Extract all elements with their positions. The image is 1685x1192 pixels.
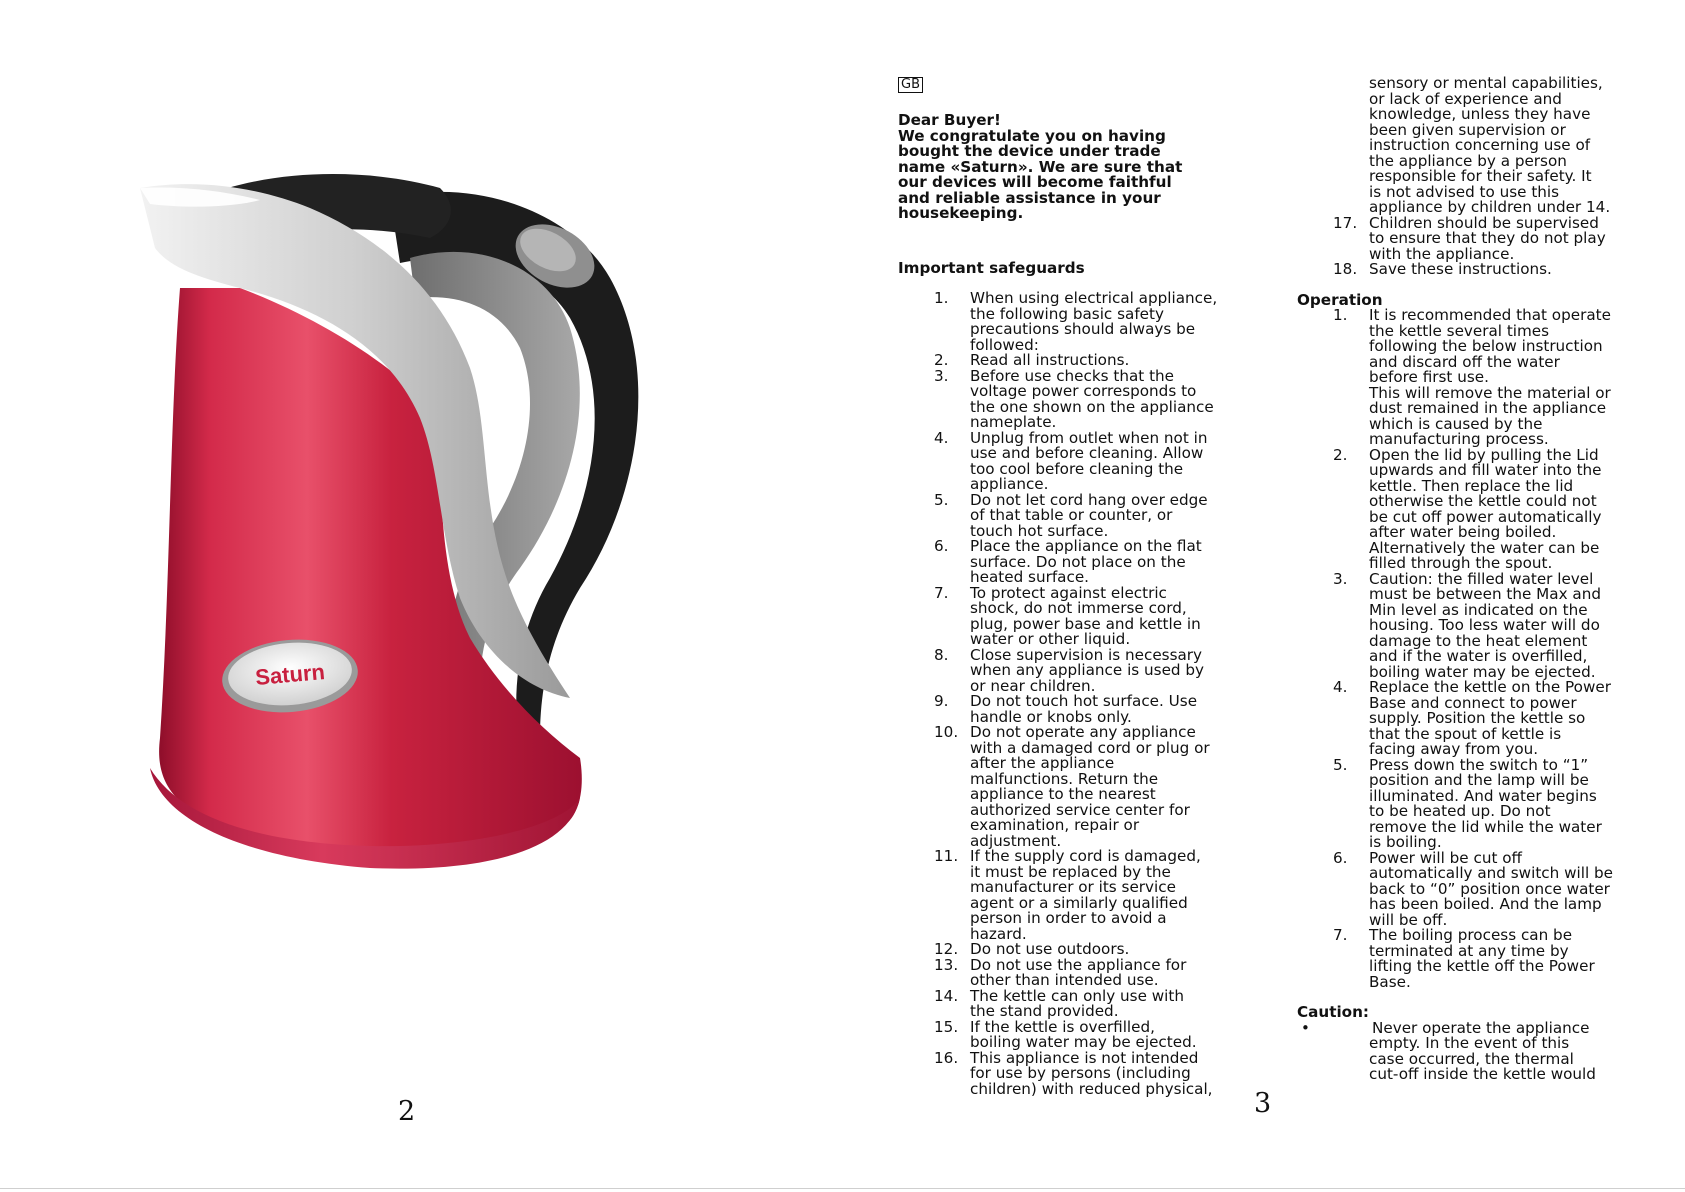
safeguard-item-line: the following basic safety bbox=[970, 304, 1164, 323]
safeguard-item-line: authorized service center for bbox=[970, 800, 1190, 819]
safeguard-item-line: Unplug from outlet when not in bbox=[970, 428, 1208, 447]
safeguard-item-line: children) with reduced physical, bbox=[970, 1079, 1213, 1098]
safeguard-item-line: shock, do not immerse cord, bbox=[970, 599, 1187, 617]
safeguard-item-line: the stand provided. bbox=[970, 1002, 1119, 1020]
safeguard-item-line: followed: bbox=[970, 335, 1039, 354]
safeguard-item-line: after the appliance bbox=[970, 754, 1115, 772]
operation-item-line: illuminated. And water begins bbox=[1369, 786, 1597, 805]
kettle-product-image bbox=[140, 168, 640, 878]
operation-item-line: has been boiled. And the lamp bbox=[1369, 895, 1602, 913]
operation-item-line: upwards and fill water into the bbox=[1369, 461, 1602, 479]
intro-line: We congratulate you on having bbox=[898, 126, 1166, 145]
operation-item-line: boiling water may be ejected. bbox=[1369, 662, 1596, 681]
operation-item-line: Min level as indicated on the bbox=[1369, 600, 1588, 619]
safeguard-item-line: surface. Do not place on the bbox=[970, 552, 1186, 571]
safeguard-item-number: 4. bbox=[934, 428, 949, 447]
operation-item-line: Alternatively the water can be bbox=[1369, 538, 1600, 557]
safeguard-item-line: malfunctions. Return the bbox=[970, 769, 1159, 788]
safeguard-item-line: Do not touch hot surface. Use bbox=[970, 692, 1198, 710]
safeguard-item-number: 9. bbox=[934, 692, 949, 710]
safeguard-item-line: appliance. bbox=[970, 475, 1049, 493]
safeguard-item-number: 12. bbox=[934, 940, 959, 958]
safeguard-item-line: Do not let cord hang over edge bbox=[970, 490, 1208, 509]
safeguard-item bbox=[898, 428, 1238, 493]
safeguard-item bbox=[898, 955, 1238, 989]
safeguard-item-line: with the appliance. bbox=[1369, 244, 1515, 263]
operation-item-number: 5. bbox=[1333, 755, 1348, 774]
safeguard-16-continued bbox=[1297, 76, 1632, 216]
safeguard-item bbox=[898, 694, 1238, 725]
operation-column bbox=[1297, 76, 1632, 1083]
operation-item bbox=[1297, 755, 1632, 851]
page-number-left: 2 bbox=[398, 1096, 416, 1127]
intro-line: Dear Buyer! bbox=[898, 111, 1001, 129]
bullet-icon: • bbox=[1301, 1018, 1310, 1037]
safeguard-item-number: 13. bbox=[934, 955, 959, 974]
operation-item-number: 7. bbox=[1333, 926, 1348, 944]
safeguard-item-number: 10. bbox=[934, 723, 959, 741]
operation-item-line: Open the lid by pulling the Lid bbox=[1369, 445, 1599, 464]
operation-item-line: This will remove the material or bbox=[1369, 383, 1611, 402]
caution-line: empty. In the event of this bbox=[1369, 1034, 1570, 1052]
operation-item-line: It is recommended that operate bbox=[1369, 306, 1611, 324]
operation-item-number: 1. bbox=[1333, 306, 1348, 324]
safeguard-item-line: hazard. bbox=[970, 924, 1027, 943]
safeguard-item bbox=[898, 490, 1238, 540]
safeguard-item bbox=[1297, 213, 1632, 263]
operation-item-line: back to “0” position once water bbox=[1369, 879, 1610, 898]
operation-item-line: to be heated up. Do not bbox=[1369, 802, 1551, 820]
operation-item-line: Base. bbox=[1369, 972, 1411, 991]
safeguard-item bbox=[898, 539, 1238, 586]
intro-text bbox=[898, 113, 1228, 222]
safeguard-item-line: Place the appliance on the flat bbox=[970, 537, 1202, 555]
safeguard-item bbox=[898, 583, 1238, 648]
operation-item bbox=[1297, 445, 1632, 572]
safeguard-item-line: Before use checks that the bbox=[970, 366, 1174, 385]
operation-item-line: kettle. Then replace the lid bbox=[1369, 476, 1574, 495]
safeguard-item-line: This appliance is not intended bbox=[970, 1048, 1199, 1067]
operation-item-line: be cut off power automatically bbox=[1369, 507, 1602, 526]
safeguard-item-line: of that table or counter, or bbox=[970, 506, 1173, 524]
safeguard-item bbox=[898, 1048, 1238, 1098]
safeguard-item-line: instruction concerning use of bbox=[1369, 136, 1591, 154]
operation-item-line: remove the lid while the water bbox=[1369, 817, 1602, 836]
operation-item-line: manufacturing process. bbox=[1369, 430, 1549, 448]
operation-item-line: position and the lamp will be bbox=[1369, 771, 1589, 789]
operation-item-number: 4. bbox=[1333, 678, 1348, 696]
operation-item-line: Caution: the filled water level bbox=[1369, 569, 1594, 588]
intro-line: and reliable assistance in your bbox=[898, 188, 1161, 207]
safeguard-item-line: or lack of experience and bbox=[1369, 89, 1562, 108]
operation-item-line: damage to the heat element bbox=[1369, 631, 1588, 650]
safeguard-item bbox=[898, 986, 1238, 1020]
safeguard-item-line: manufacturer or its service bbox=[970, 878, 1176, 896]
operation-item-line: supply. Position the kettle so bbox=[1369, 709, 1586, 727]
safeguard-item-line: appliance to the nearest bbox=[970, 785, 1156, 803]
safeguard-item-line: use and before cleaning. Allow bbox=[970, 444, 1204, 462]
safeguard-item-line: agent or a similarly qualified bbox=[970, 893, 1188, 912]
safeguards-heading: Important safeguards bbox=[898, 258, 1085, 277]
safeguard-item-number: 3. bbox=[934, 366, 949, 385]
safeguard-item-number: 1. bbox=[934, 289, 949, 307]
safeguard-item-line: too cool before cleaning the bbox=[970, 459, 1184, 478]
safeguard-item-line: If the supply cord is damaged, bbox=[970, 847, 1201, 865]
safeguard-item-number: 15. bbox=[934, 1017, 959, 1036]
safeguard-item-line: responsible for their safety. It bbox=[1369, 167, 1592, 185]
operation-item-line: after water being boiled. bbox=[1369, 523, 1557, 541]
safeguard-item-line: examination, repair or bbox=[970, 816, 1140, 834]
caution-heading: Caution: bbox=[1297, 1003, 1369, 1021]
operation-item-line: and discard off the water bbox=[1369, 352, 1560, 371]
safeguard-item-line: for use by persons (including bbox=[970, 1064, 1191, 1082]
operation-item-line: following the below instruction bbox=[1369, 337, 1603, 355]
caution-line: cut-off inside the kettle would bbox=[1369, 1065, 1596, 1083]
operation-item-line: The boiling process can be bbox=[1369, 926, 1573, 944]
operation-item-line: filled through the spout. bbox=[1369, 554, 1553, 572]
intro-line: name «Saturn». We are sure that bbox=[898, 157, 1183, 176]
safeguard-item-line: Children should be supervised bbox=[1369, 213, 1599, 232]
safeguard-item-line: Do not use outdoors. bbox=[970, 940, 1130, 958]
operation-item-line: Press down the switch to “1” bbox=[1369, 755, 1589, 774]
safeguard-item-number: 16. bbox=[934, 1048, 959, 1067]
safeguard-item-number: 2. bbox=[934, 351, 949, 369]
operation-item-line: is boiling. bbox=[1369, 833, 1442, 851]
operation-item bbox=[1297, 848, 1632, 929]
safeguard-item bbox=[898, 725, 1238, 849]
safeguard-item-line: to ensure that they do not play bbox=[1369, 229, 1606, 247]
operation-item-line: the kettle several times bbox=[1369, 321, 1550, 340]
safeguard-item-line: heated surface. bbox=[970, 568, 1090, 586]
safeguard-item-line: Close supervision is necessary bbox=[970, 645, 1203, 664]
safeguard-item-number: 7. bbox=[934, 583, 949, 602]
safeguards-list-continued bbox=[1297, 213, 1632, 278]
safeguard-item-line: If the kettle is overfilled, bbox=[970, 1017, 1155, 1036]
safeguard-item-line: water or other liquid. bbox=[970, 630, 1131, 648]
safeguard-item bbox=[898, 645, 1238, 695]
safeguard-item-line: is not advised to use this bbox=[1369, 182, 1560, 201]
safeguard-item-number: 18. bbox=[1333, 260, 1358, 278]
safeguard-item-line: it must be replaced by the bbox=[970, 862, 1171, 881]
operation-item-line: Power will be cut off bbox=[1369, 848, 1522, 867]
intro-line: our devices will become faithful bbox=[898, 173, 1172, 191]
safeguard-item-line: other than intended use. bbox=[970, 971, 1159, 989]
safeguard-item-line: plug, power base and kettle in bbox=[970, 614, 1201, 633]
safeguard-item-line: handle or knobs only. bbox=[970, 707, 1132, 726]
safeguard-item-line: To protect against electric bbox=[970, 583, 1167, 602]
intro-line: bought the device under trade bbox=[898, 142, 1161, 160]
safeguard-item-line: knowledge, unless they have bbox=[1369, 105, 1591, 123]
safeguard-item-number: 8. bbox=[934, 645, 949, 664]
caution-line: case occurred, the thermal bbox=[1369, 1049, 1574, 1068]
safeguard-item-line: touch hot surface. bbox=[970, 521, 1109, 540]
safeguard-item-line: nameplate. bbox=[970, 413, 1057, 431]
safeguard-item-number: 5. bbox=[934, 490, 949, 509]
safeguard-item-line: or near children. bbox=[970, 676, 1096, 695]
operation-item-line: before first use. bbox=[1369, 368, 1489, 386]
safeguard-item-number: 17. bbox=[1333, 213, 1358, 232]
operation-item-line: and if the water is overfilled, bbox=[1369, 647, 1588, 665]
operation-item-line: Base and connect to power bbox=[1369, 693, 1577, 712]
operation-item-line: housing. Too less water will do bbox=[1369, 616, 1600, 634]
safeguard-item-line: with a damaged cord or plug or bbox=[970, 738, 1210, 757]
safeguard-item-number: 14. bbox=[934, 986, 959, 1005]
operation-item bbox=[1297, 680, 1632, 758]
safeguard-item-number: 11. bbox=[934, 847, 959, 865]
operation-item bbox=[1297, 308, 1632, 448]
operation-item-line: automatically and switch will be bbox=[1369, 864, 1613, 882]
operation-item bbox=[1297, 569, 1632, 681]
operation-item-number: 6. bbox=[1333, 848, 1348, 867]
safeguard-item-line: been given supervision or bbox=[1369, 120, 1566, 139]
operation-heading: Operation bbox=[1297, 290, 1383, 309]
operation-item-line: dust remained in the appliance bbox=[1369, 399, 1607, 417]
page-number-right: 3 bbox=[1254, 1088, 1272, 1119]
caution-line: Never operate the appliance bbox=[1372, 1018, 1590, 1037]
safeguard-item-line: Do not operate any appliance bbox=[970, 723, 1196, 741]
brand-logo: Saturn bbox=[254, 659, 326, 690]
safeguard-item-line: The kettle can only use with bbox=[970, 986, 1184, 1005]
safeguard-item-line: When using electrical appliance, bbox=[970, 289, 1218, 307]
safeguard-item bbox=[898, 1017, 1238, 1051]
safeguard-item-line: sensory or mental capabilities, bbox=[1369, 74, 1603, 92]
safeguard-item bbox=[898, 849, 1238, 942]
safeguard-item-line: voltage power corresponds to bbox=[970, 382, 1197, 400]
intro-line: housekeeping. bbox=[898, 204, 1024, 222]
safeguard-item-line: appliance by children under 14. bbox=[1369, 198, 1611, 216]
safeguard-item-line: Save these instructions. bbox=[1369, 260, 1552, 278]
operation-item-line: must be between the Max and bbox=[1369, 585, 1601, 603]
bottom-divider bbox=[0, 1188, 1685, 1189]
safeguard-item-line: person in order to avoid a bbox=[970, 909, 1167, 927]
operation-item-line: otherwise the kettle could not bbox=[1369, 492, 1597, 510]
safeguard-item-number: 6. bbox=[934, 537, 949, 555]
safeguard-item bbox=[898, 366, 1238, 431]
operation-item-line: Replace the kettle on the Power bbox=[1369, 678, 1611, 696]
operation-item-line: facing away from you. bbox=[1369, 740, 1539, 758]
operation-item-line: lifting the kettle off the Power bbox=[1369, 957, 1595, 975]
operation-list bbox=[1297, 308, 1632, 990]
caution-bullet bbox=[1297, 1018, 1632, 1083]
safeguards-list bbox=[898, 291, 1238, 1097]
safeguards-column bbox=[898, 76, 1238, 1097]
safeguard-item-line: Read all instructions. bbox=[970, 351, 1130, 369]
safeguard-item-line: boiling water may be ejected. bbox=[970, 1033, 1197, 1051]
operation-item-line: terminated at any time by bbox=[1369, 941, 1569, 960]
safeguard-item bbox=[898, 291, 1238, 353]
safeguard-item-line: adjustment. bbox=[970, 831, 1062, 850]
safeguard-item-line: precautions should always be bbox=[970, 320, 1196, 338]
operation-item-number: 2. bbox=[1333, 445, 1348, 464]
safeguard-item-line: the appliance by a person bbox=[1369, 151, 1567, 170]
safeguard-item bbox=[1297, 262, 1632, 278]
safeguard-item-line: Do not use the appliance for bbox=[970, 955, 1187, 974]
operation-item bbox=[1297, 928, 1632, 990]
language-tag: GB bbox=[898, 77, 923, 93]
operation-item-line: will be off. bbox=[1369, 910, 1448, 929]
safeguard-item-line: the one shown on the appliance bbox=[970, 397, 1214, 416]
operation-item-number: 3. bbox=[1333, 569, 1348, 588]
operation-item-line: which is caused by the bbox=[1369, 414, 1543, 433]
safeguard-item-line: when any appliance is used by bbox=[970, 661, 1205, 679]
operation-item-line: that the spout of kettle is bbox=[1369, 724, 1562, 743]
